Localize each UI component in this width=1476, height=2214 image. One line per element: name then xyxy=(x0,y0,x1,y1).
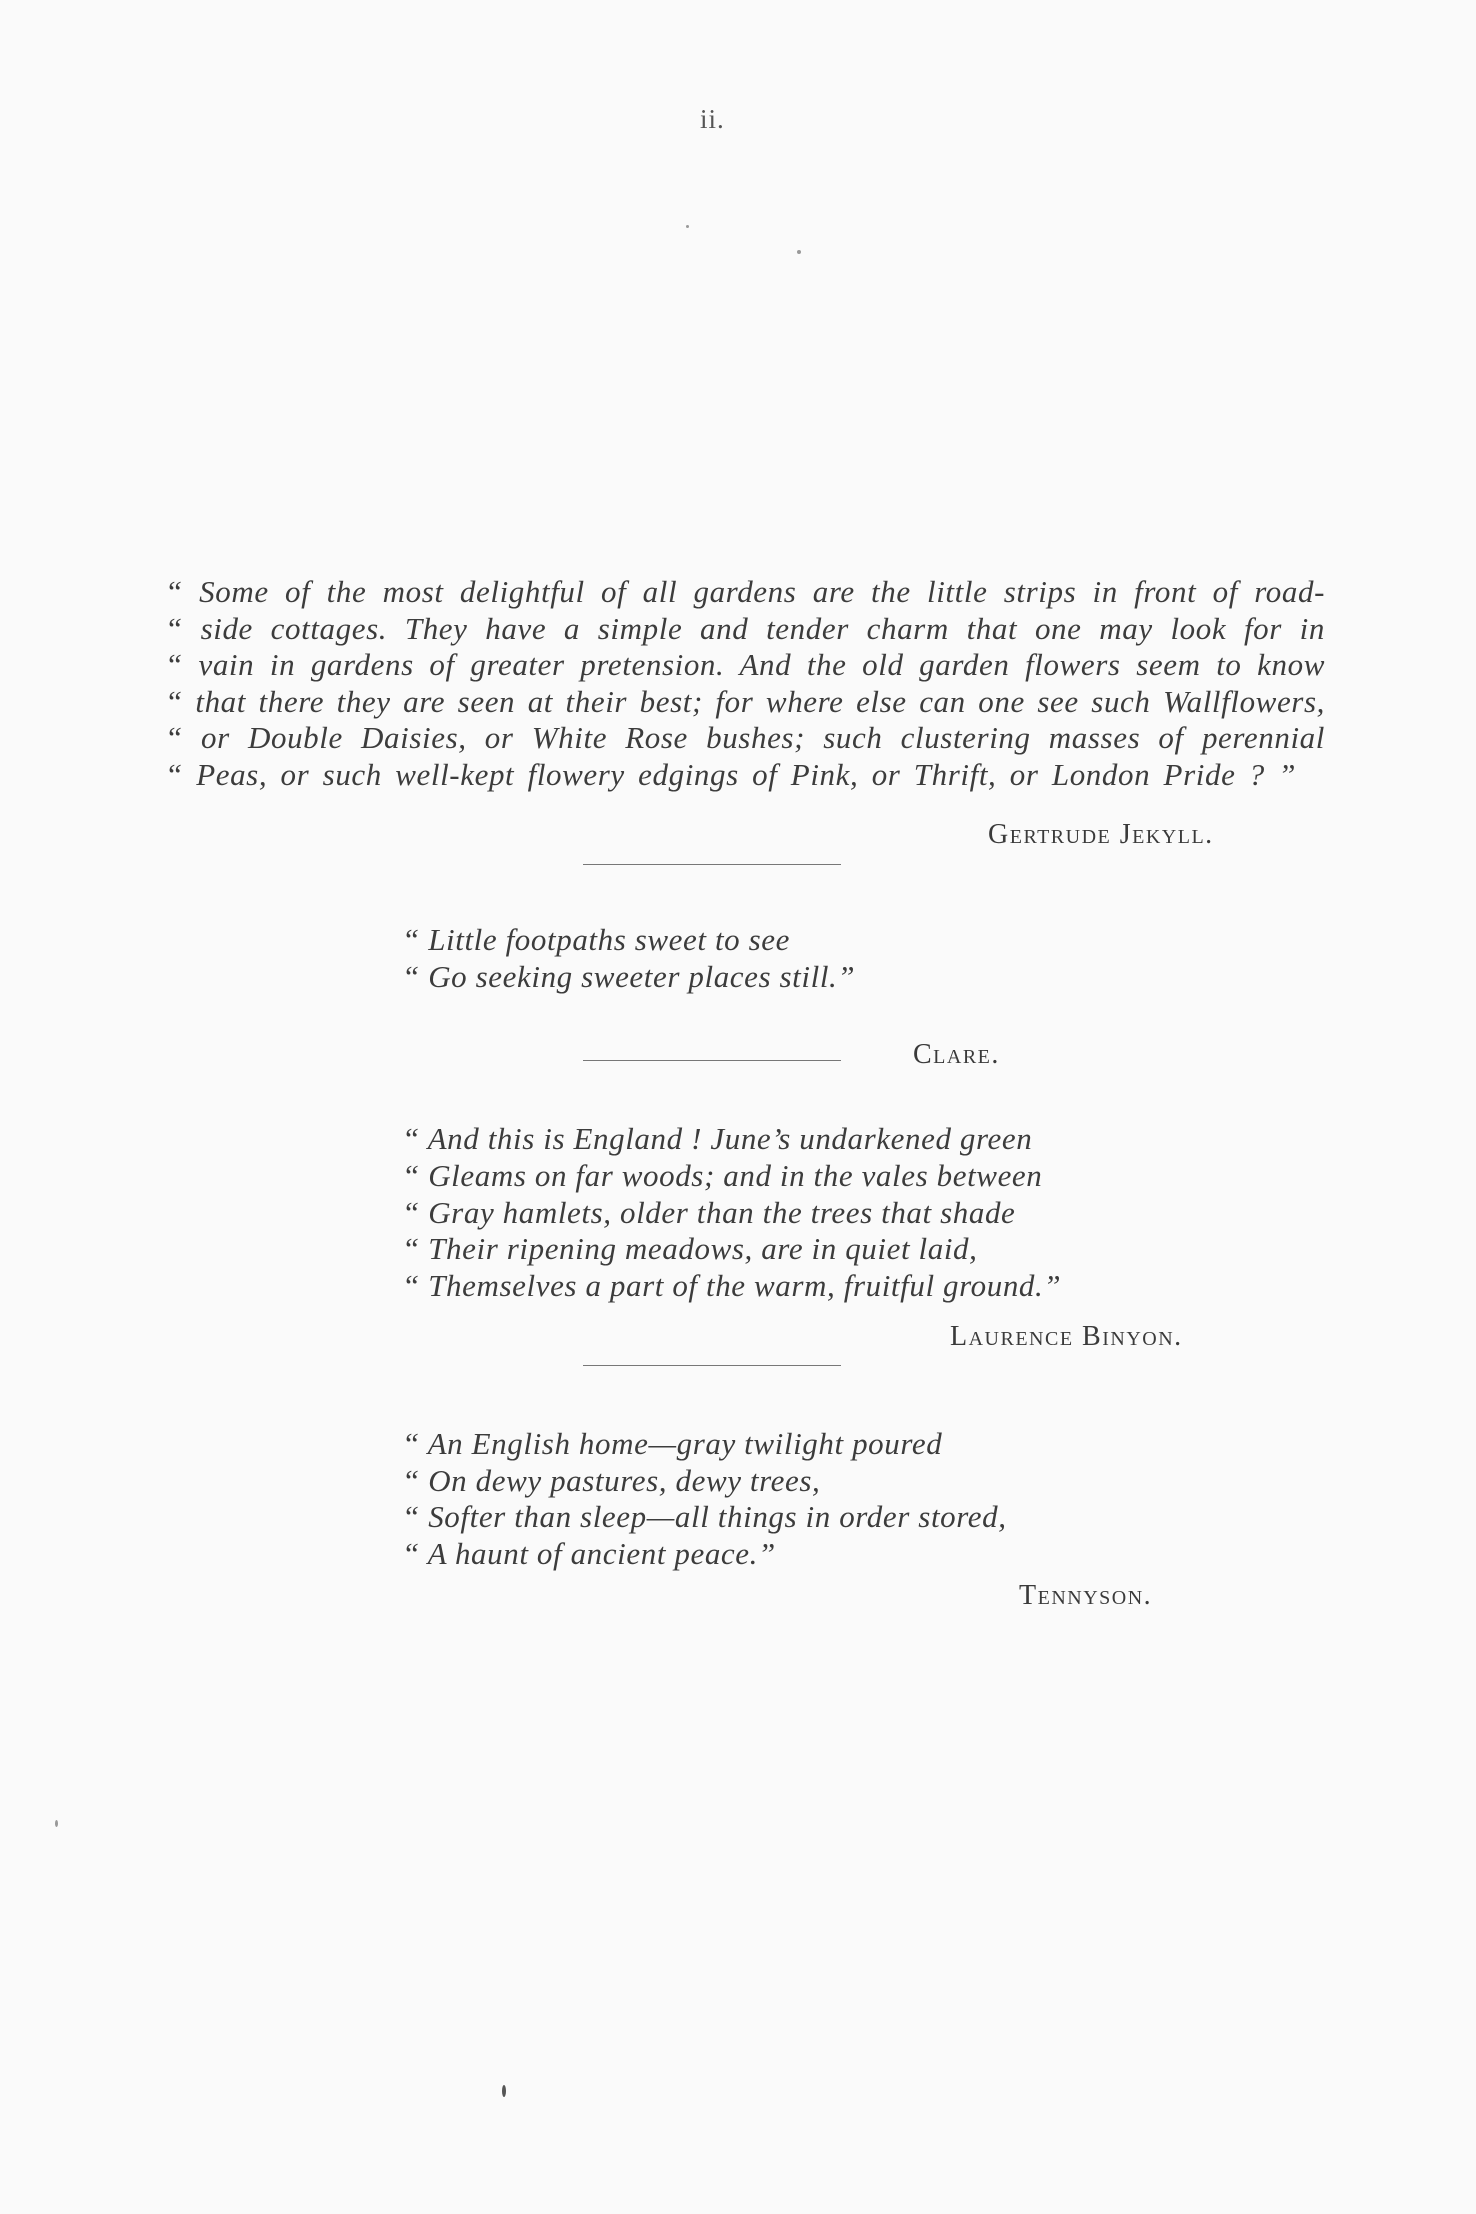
quote-line: “ An English home—gray twilight poured xyxy=(402,1426,943,1461)
quote-line: “ A haunt of ancient peace.” xyxy=(402,1535,776,1571)
quote-tennyson xyxy=(402,1426,1007,1572)
quote-line: “ On dewy pastures, dewy trees, xyxy=(402,1462,821,1498)
quote-line: “ Peas, or such well-kept flowery edgings of Pink, or Thrift, or London Pride ? ” xyxy=(165,756,1297,792)
divider-rule xyxy=(583,1365,841,1366)
scan-speck xyxy=(797,250,801,254)
quote-line: “ or Double Daisies, or White Rose bushes; such clustering masses of perennial xyxy=(165,720,1325,755)
scan-speck xyxy=(502,2085,506,2097)
attribution-binyon: Laurence Binyon. xyxy=(950,1321,1183,1352)
quote-line: “ Little footpaths sweet to see xyxy=(402,922,791,957)
page-number: ii. xyxy=(700,104,725,134)
divider-rule xyxy=(583,864,841,865)
quote-line: “ vain in gardens of greater pretension. And the old garden flowers seem to know xyxy=(165,647,1325,682)
scan-speck xyxy=(686,225,689,228)
quote-line: “ Themselves a part of the warm, fruitful ground.” xyxy=(402,1268,1062,1304)
quote-jekyll xyxy=(165,574,1325,793)
attribution-jekyll: Gertrude Jekyll. xyxy=(988,819,1214,850)
quote-line: “ Softer than sleep—all things in order stored, xyxy=(402,1499,1007,1534)
quote-binyon xyxy=(402,1121,1061,1305)
quote-line: “ Gray hamlets, older than the trees that shade xyxy=(402,1194,1016,1230)
quote-line: “ Some of the most delightful of all gardens are the little strips in front of road- xyxy=(165,574,1325,609)
quote-line: “ side cottages. They have a simple and tender charm that one may look for in xyxy=(165,610,1325,646)
scan-speck xyxy=(55,1820,58,1827)
attribution-tennyson: Tennyson. xyxy=(1019,1580,1153,1611)
quote-clare xyxy=(402,921,855,995)
divider-rule xyxy=(583,1060,841,1061)
quote-line: “ Their ripening meadows, are in quiet laid, xyxy=(402,1231,978,1267)
quote-line: “ Go seeking sweeter places still.” xyxy=(402,959,856,994)
quote-line: “ Gleams on far woods; and in the vales between xyxy=(402,1157,1043,1193)
quote-line: “ And this is England ! June’s undarkened green xyxy=(402,1121,1033,1156)
attribution-clare: Clare. xyxy=(913,1039,1000,1070)
quote-line: “ that there they are seen at their best; for where else can one see such Wallflowers, xyxy=(165,683,1325,719)
